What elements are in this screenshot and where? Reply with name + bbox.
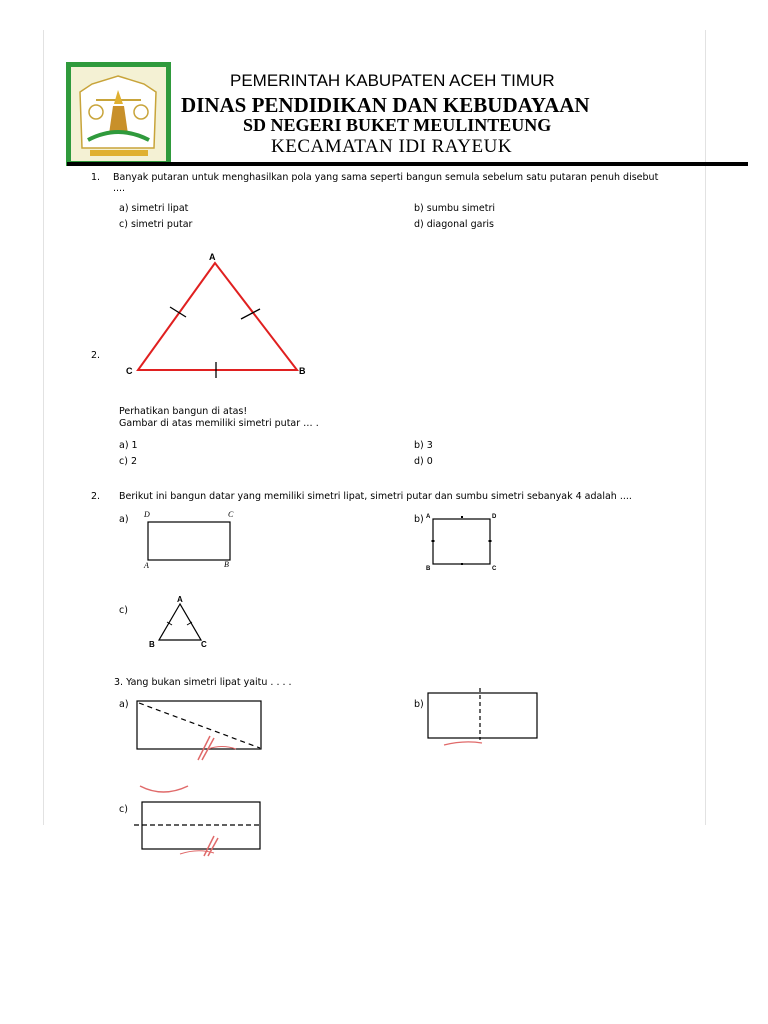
header-school: SD NEGERI BUKET MEULINTEUNG <box>243 115 552 135</box>
header-rule <box>67 162 748 166</box>
q2-instruction: Perhatikan bangun di atas! <box>119 406 248 417</box>
rect-label-a: A <box>144 561 149 570</box>
stray-red-arc <box>138 782 198 798</box>
page-border-right <box>705 30 706 825</box>
q3-rectangle-figure <box>138 506 243 572</box>
q4-option-b-label[interactable]: b) <box>414 699 424 710</box>
vertex-c-label: C <box>126 366 133 376</box>
q1-number: 1. <box>91 172 101 183</box>
header-department: DINAS PENDIDIKAN DAN KEBUDAYAAN <box>181 93 590 117</box>
header-government: PEMERINTAH KABUPATEN ACEH TIMUR <box>230 71 555 90</box>
rect-label-b: B <box>224 560 229 569</box>
vertex-a-label: A <box>209 252 216 262</box>
q3-option-c-label[interactable]: c) <box>119 605 128 616</box>
vertex-b-label: B <box>299 366 306 376</box>
q4-option-c-label[interactable]: c) <box>119 804 128 815</box>
rect-label-c: C <box>228 510 234 519</box>
q3-text: Berikut ini bangun datar yang memiliki simetri lipat, simetri putar dan sumbu simetri sebanyak 4 adalah .... <box>119 491 632 502</box>
q1-option-d[interactable]: d) diagonal garis <box>414 219 494 230</box>
q2-triangle-figure <box>120 248 320 383</box>
q4-option-a-label[interactable]: a) <box>119 699 129 710</box>
small-tri-label-a: A <box>177 595 183 604</box>
q2-option-b[interactable]: b) 3 <box>414 440 433 451</box>
square-label-b: B <box>426 566 431 572</box>
square-label-c: C <box>492 566 497 572</box>
q3-square-figure <box>424 508 504 572</box>
header-district: KECAMATAN IDI RAYEUK <box>271 136 513 157</box>
q2-option-a[interactable]: a) 1 <box>119 440 138 451</box>
q3-number: 2. <box>91 491 101 502</box>
page-border-left <box>43 30 44 825</box>
q1-text: Banyak putaran untuk menghasilkan pola yang sama seperti bangun semula sebelum satu putaran penuh disebut .... <box>113 172 659 194</box>
small-tri-label-b: B <box>149 640 155 649</box>
q2-question: Gambar di atas memiliki simetri putar … . <box>119 418 319 429</box>
q3-option-b-label[interactable]: b) <box>414 514 424 525</box>
school-logo <box>66 62 171 166</box>
q3-option-a-label[interactable]: a) <box>119 514 129 525</box>
q4-vertical-fold-figure <box>424 688 544 748</box>
q2-number: 2. <box>91 350 101 361</box>
small-tri-label-c: C <box>201 640 207 649</box>
q1-option-a[interactable]: a) simetri lipat <box>119 203 189 214</box>
q4-diagonal-fold-figure <box>132 694 272 766</box>
q4-horizontal-fold-figure <box>132 798 272 860</box>
square-label-d: D <box>492 514 497 520</box>
triangle-shape <box>138 263 297 370</box>
q3-small-triangle-figure <box>146 594 216 654</box>
square-label-a: A <box>426 514 431 520</box>
q2-option-c[interactable]: c) 2 <box>119 456 137 467</box>
q2-option-d[interactable]: d) 0 <box>414 456 433 467</box>
rect-label-d: D <box>144 510 150 519</box>
q4-text: 3. Yang bukan simetri lipat yaitu . . . . <box>114 677 292 688</box>
q1-option-b[interactable]: b) sumbu simetri <box>414 203 496 214</box>
q1-option-c[interactable]: c) simetri putar <box>119 219 193 230</box>
